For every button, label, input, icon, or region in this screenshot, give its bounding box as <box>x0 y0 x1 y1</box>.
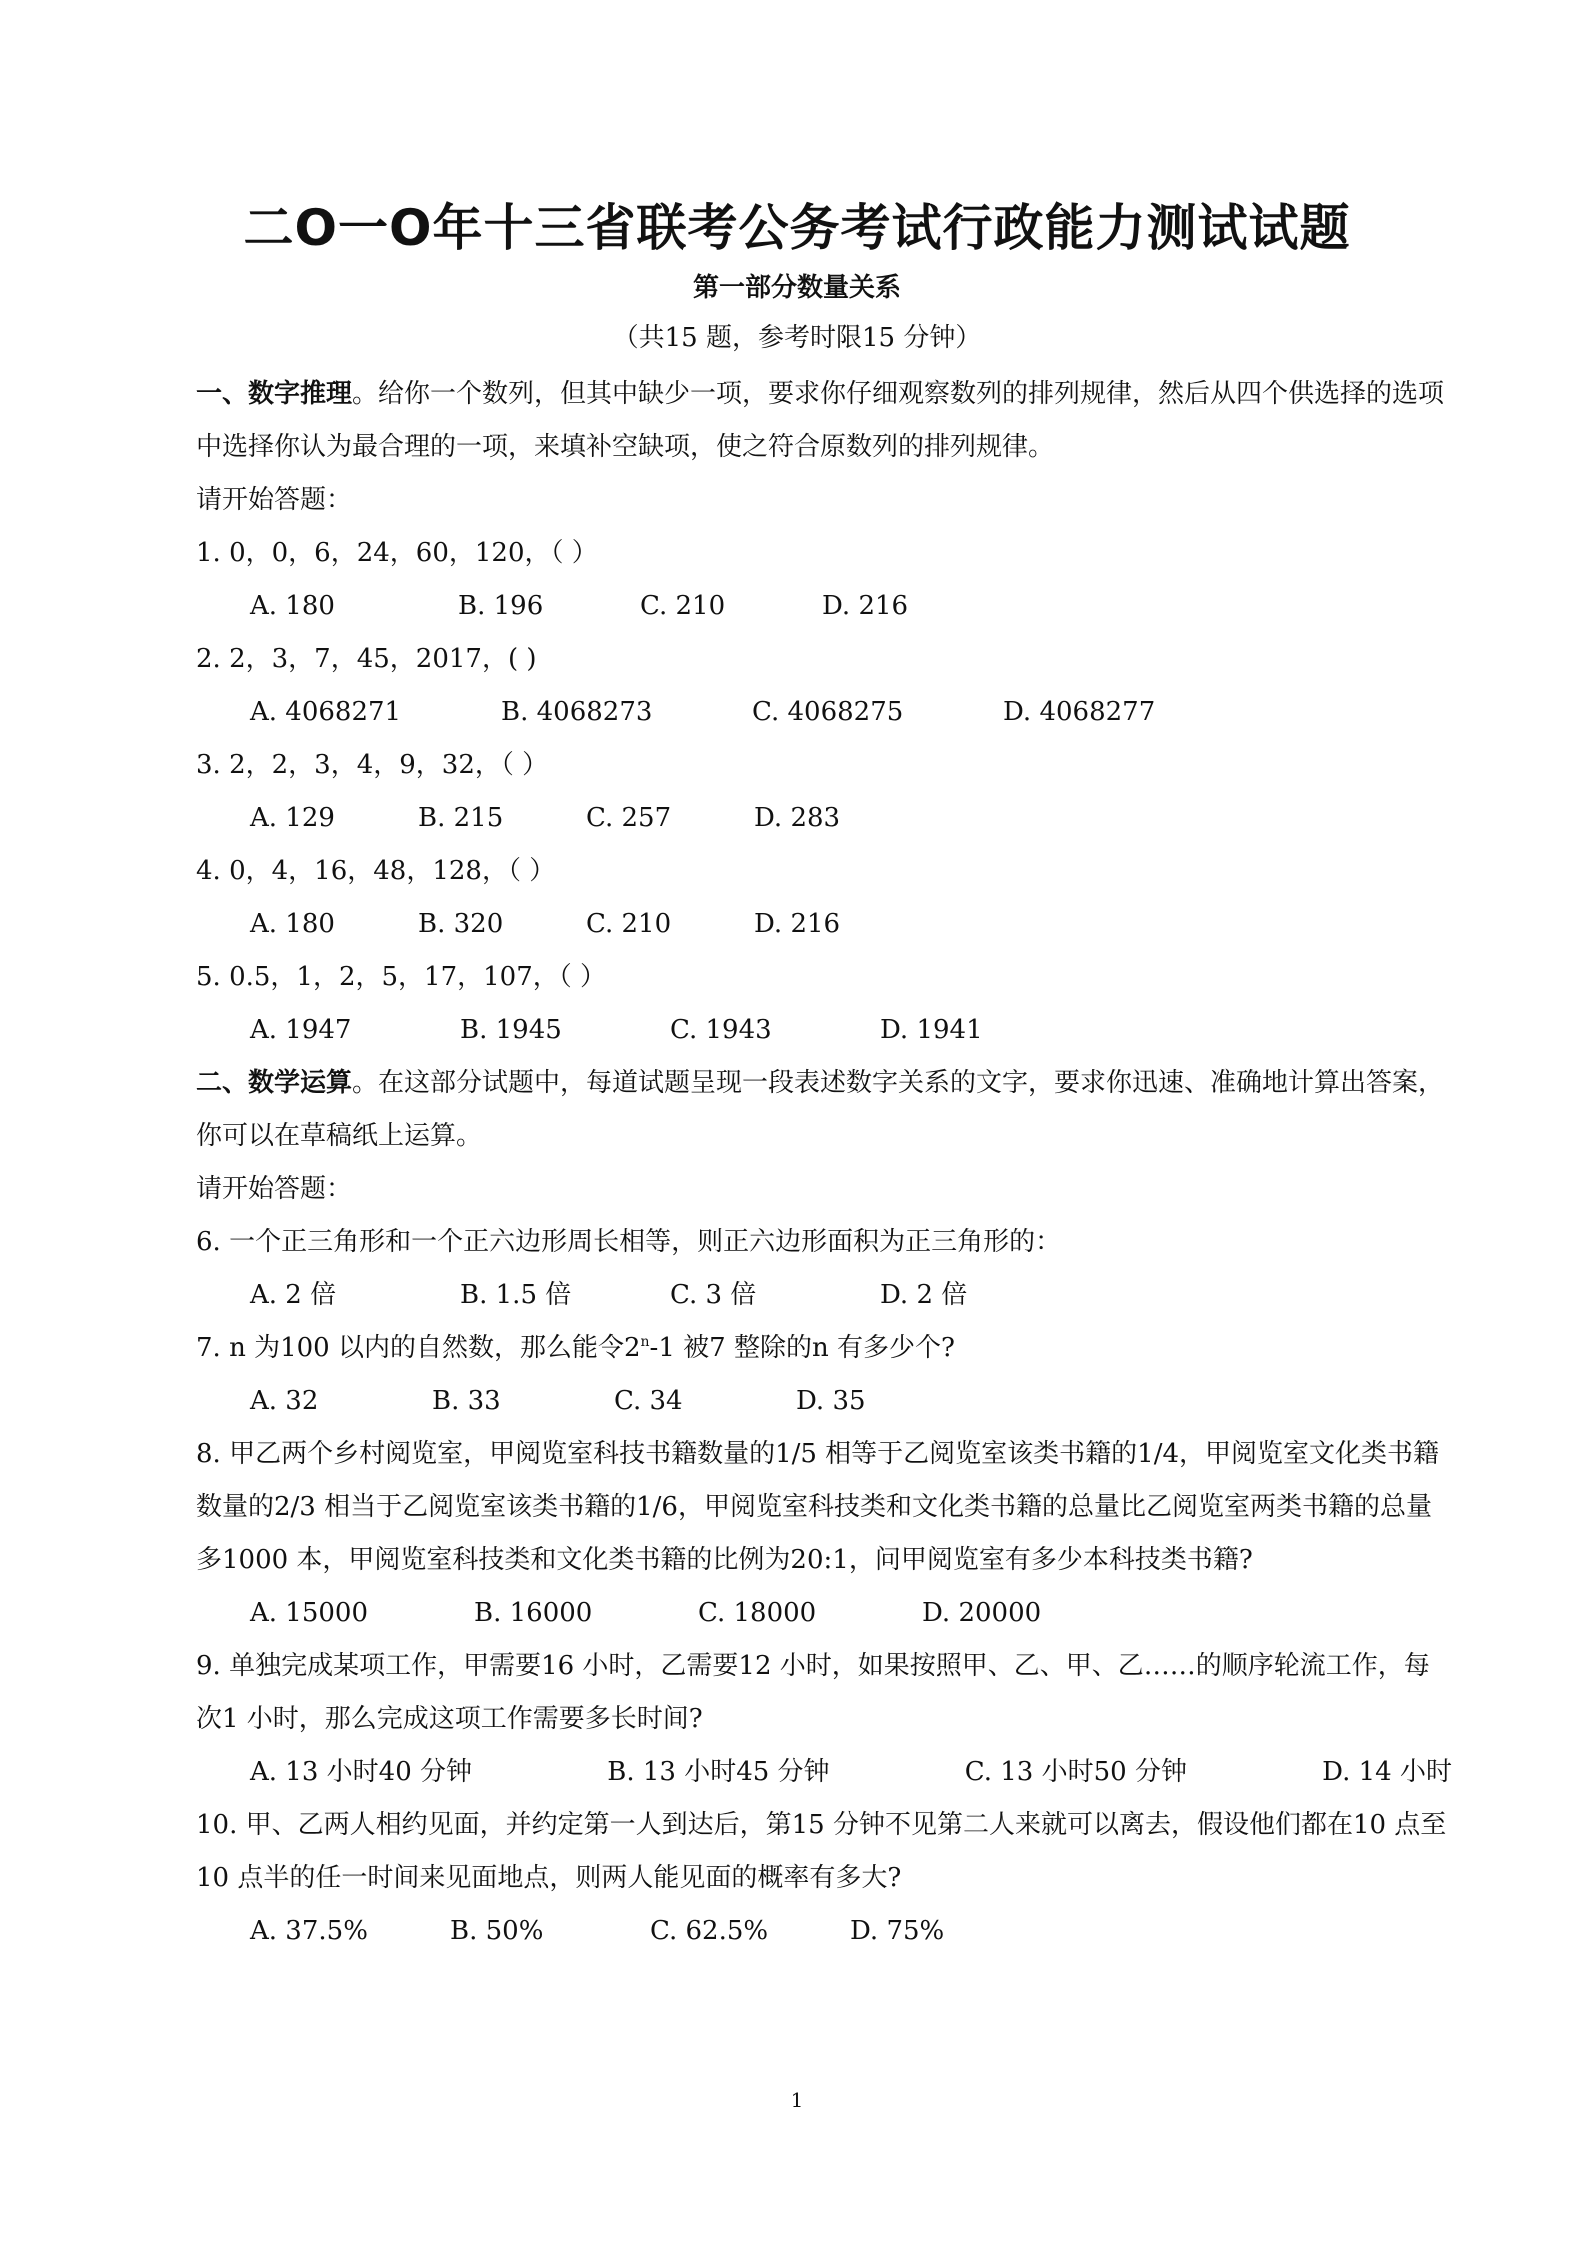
section2-start: 请开始答题： <box>196 1174 353 1204</box>
section2-heading: 二、数学运算 <box>196 1068 353 1098</box>
part-title: 第一部分数量关系 <box>692 273 901 303</box>
option-c: C. 4068275 <box>752 697 904 727</box>
question-10-stem: 10. 甲、乙两人相约见面，并约定第一人到达后，第15 分钟不见第二人来就可以离去，假设他们都在10 点至10 点半的任一时间来见面地点，则两人能见面的概率有多大? <box>196 1810 1447 1893</box>
time-limit-note: （共15 题，参考时限15 分钟） <box>612 323 982 353</box>
section2-instructions: 。在这部分试题中，每道试题呈现一段表述数字关系的文字，要求你迅速、准确地计算出答案，你可以在草稿纸上运算。 <box>196 1068 1445 1151</box>
section1-intro <box>196 368 1452 474</box>
page-number: 1 <box>790 2088 804 2112</box>
option-a: A. 2 倍 <box>250 1280 337 1310</box>
question-7-options <box>196 1375 1452 1428</box>
question-5-options <box>196 1004 1452 1057</box>
question-2-stem: 2. 2，3，7，45，2017，( ) <box>196 644 537 674</box>
question-7-stem-part-a: 7. n 为100 以内的自然数，那么能令2 <box>196 1333 641 1363</box>
option-b: B. 33 <box>432 1386 501 1416</box>
question-5-stem: 5. 0.5，1，2，5，17，107，（ ） <box>196 962 607 992</box>
option-a: A. 1947 <box>250 1015 352 1045</box>
option-c: C. 62.5% <box>650 1916 769 1946</box>
question-7-exponent: n <box>640 1334 650 1350</box>
question-8-options <box>196 1587 1452 1640</box>
option-b: B. 50% <box>450 1916 544 1946</box>
option-c: C. 18000 <box>698 1598 817 1628</box>
option-d: D. 4068277 <box>1003 697 1156 727</box>
option-b: B. 1.5 倍 <box>460 1280 572 1310</box>
question-7-stem <box>196 1322 1452 1375</box>
question-4-options <box>196 898 1452 951</box>
question-6-stem: 6. 一个正三角形和一个正六边形周长相等，则正六边形面积为正三角形的： <box>196 1227 1062 1257</box>
section1-heading: 一、数字推理 <box>196 379 353 409</box>
option-c: C. 3 倍 <box>670 1280 757 1310</box>
question-1-stem: 1. 0，0，6，24，60，120，（ ） <box>196 538 598 568</box>
option-c: C. 13 小时50 分钟 <box>964 1757 1187 1787</box>
question-4-stem: 4. 0，4，16，48，128，（ ） <box>196 856 556 886</box>
option-b: B. 4068273 <box>501 697 653 727</box>
option-c: C. 1943 <box>670 1015 772 1045</box>
option-d: D. 75% <box>850 1916 945 1946</box>
question-9-options <box>196 1746 1452 1799</box>
option-c: C. 210 <box>586 909 672 939</box>
question-2-options <box>196 686 1452 739</box>
section1-start: 请开始答题： <box>196 485 353 515</box>
option-b: B. 215 <box>418 803 504 833</box>
question-8-stem: 8. 甲乙两个乡村阅览室，甲阅览室科技书籍数量的1/5 相等于乙阅览室该类书籍的1/4，甲阅览室文化类书籍数量的2/3 相当于乙阅览室该类书籍的1/6，甲阅览室科技类和文化类书籍的总量比乙阅览室两类书籍的总量多1000 本，甲阅览室科技类和文化类书籍的比例为20:1，问甲阅览室有多少本科技类书籍? <box>196 1439 1440 1575</box>
option-b: B. 320 <box>418 909 504 939</box>
option-b: B. 16000 <box>474 1598 593 1628</box>
question-9-stem: 9. 单独完成某项工作，甲需要16 小时，乙需要12 小时，如果按照甲、乙、甲、乙……的顺序轮流工作，每次1 小时，那么完成这项工作需要多长时间? <box>196 1651 1430 1734</box>
option-b: B. 13 小时45 分钟 <box>607 1757 830 1787</box>
question-10-options <box>196 1905 1452 1958</box>
option-d: D. 1941 <box>880 1015 983 1045</box>
option-d: D. 14 小时 <box>1322 1757 1452 1787</box>
option-c: C. 210 <box>640 591 726 621</box>
option-b: B. 1945 <box>460 1015 562 1045</box>
option-a: A. 180 <box>250 591 335 621</box>
option-d: D. 216 <box>822 591 909 621</box>
question-7-stem-part-b: -1 被7 整除的n 有多少个? <box>649 1333 955 1363</box>
section2-intro <box>196 1057 1452 1163</box>
exam-content <box>196 368 1452 1958</box>
option-a: A. 129 <box>250 803 335 833</box>
question-3-options <box>196 792 1452 845</box>
option-a: A. 13 小时40 分钟 <box>250 1757 473 1787</box>
option-d: D. 2 倍 <box>880 1280 968 1310</box>
option-d: D. 216 <box>754 909 841 939</box>
option-c: C. 257 <box>586 803 672 833</box>
option-c: C. 34 <box>614 1386 683 1416</box>
option-a: A. 37.5% <box>250 1916 368 1946</box>
question-1-options <box>196 580 1452 633</box>
option-a: A. 32 <box>250 1386 319 1416</box>
option-a: A. 15000 <box>250 1598 369 1628</box>
option-d: D. 35 <box>796 1386 866 1416</box>
question-6-options <box>196 1269 1452 1322</box>
section1-instructions: 。给你一个数列，但其中缺少一项，要求你仔细观察数列的排列规律，然后从四个供选择的选项中选择你认为最合理的一项，来填补空缺项，使之符合原数列的排列规律。 <box>196 379 1445 462</box>
option-d: D. 283 <box>754 803 841 833</box>
option-a: A. 180 <box>250 909 335 939</box>
document-title: 二O一O年十三省联考公务考试行政能力测试试题 <box>243 199 1351 257</box>
option-d: D. 20000 <box>922 1598 1042 1628</box>
question-3-stem: 3. 2，2，3，4，9，32，（ ） <box>196 750 549 780</box>
option-a: A. 4068271 <box>250 697 402 727</box>
option-b: B. 196 <box>458 591 544 621</box>
